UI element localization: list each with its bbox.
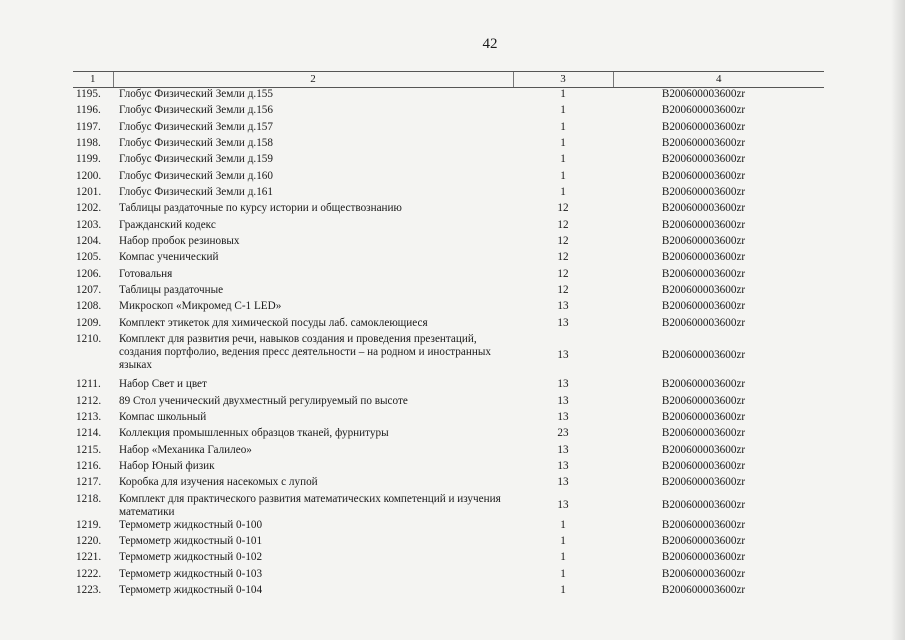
item-quantity: 1 [560,153,566,166]
table-row [73,551,824,567]
item-code: B200600003600zr [661,88,746,100]
column-header-name: 2 [113,72,513,88]
table-row [73,153,824,169]
item-name: Набор Свет и цвет [119,378,207,391]
item-quantity: 13 [557,459,569,472]
row-number: 1201. [76,186,102,199]
row-number: 1197. [76,120,101,133]
table-body [73,88,824,601]
item-name: Глобус Физический Земли д.157 [119,120,273,133]
row-number: 1216. [76,459,102,472]
table-row [73,411,824,427]
item-name: Глобус Физический Земли д.155 [119,88,273,100]
item-code: B200600003600zr [661,300,746,313]
item-quantity: 1 [560,120,566,133]
item-code: B200600003600zr [661,153,746,166]
table-row [73,104,824,120]
item-name: Набор Юный физик [119,459,215,472]
row-number: 1212. [76,394,102,407]
item-name: Глобус Физический Земли д.161 [119,186,273,199]
table-row [73,493,824,519]
row-number: 1223. [76,583,102,596]
item-quantity: 12 [557,267,569,280]
row-number: 1209. [76,316,102,329]
table-row [73,300,824,316]
page-number: 42 [482,36,498,52]
item-name: Термометр жидкостный 0-103 [119,567,263,580]
item-name: Термометр жидкостный 0-101 [119,534,263,547]
item-name: Готовальня [119,267,173,280]
item-quantity: 13 [557,394,569,407]
table-row [73,268,824,284]
item-name: Глобус Физический Земли д.159 [119,153,273,166]
item-code: B200600003600zr [661,534,746,547]
item-code: B200600003600zr [661,583,746,596]
item-name: Термометр жидкостный 0-104 [119,583,263,596]
inventory-table [73,71,824,600]
column-header-number: 1 [73,72,113,88]
item-name: Набор «Механика Галилео» [119,443,252,456]
row-number: 1218. [76,492,102,505]
item-code: B200600003600zr [661,499,746,512]
row-number: 1200. [76,169,102,182]
table-row [73,202,824,218]
row-number: 1220. [76,534,102,547]
item-name: Термометр жидкостный 0-100 [119,518,263,531]
item-quantity: 13 [557,349,569,362]
item-code: B200600003600zr [661,137,746,150]
table-row [73,444,824,460]
table-row [73,186,824,202]
column-header-quantity: 3 [513,72,613,88]
row-number: 1210. [76,333,102,346]
item-code: B200600003600zr [661,284,746,297]
table-row [73,121,824,137]
row-number: 1204. [76,235,102,248]
table-row [73,317,824,333]
item-code: B200600003600zr [661,427,746,440]
item-quantity: 13 [557,378,569,391]
item-code: B200600003600zr [661,551,746,564]
row-number: 1196. [76,104,101,117]
item-code: B200600003600zr [661,104,746,117]
table-row [73,88,824,105]
table-row [73,584,824,600]
row-number: 1222. [76,567,102,580]
item-code: B200600003600zr [661,267,746,280]
item-code: B200600003600zr [661,518,746,531]
item-name: Компас школьный [119,410,207,423]
item-quantity: 1 [560,137,566,150]
item-name: Глобус Физический Земли д.156 [119,104,273,117]
row-number: 1199. [76,153,101,166]
item-quantity: 1 [560,169,566,182]
item-quantity: 13 [557,443,569,456]
row-number: 1214. [76,427,102,440]
item-code: B200600003600zr [661,169,746,182]
item-name: Комплект для развития речи, навыков создания и проведения презентаций, создания портфолио, ведения пресс деятельности – на родном и иностранных языках [119,333,491,372]
table-row [73,395,824,411]
row-number: 1211. [76,378,101,391]
item-code: B200600003600zr [661,235,746,248]
item-code: B200600003600zr [661,202,746,215]
item-quantity: 1 [560,104,566,117]
item-code: B200600003600zr [661,443,746,456]
table-row [73,460,824,476]
row-number: 1203. [76,218,102,231]
item-quantity: 1 [560,88,566,100]
table-row [73,519,824,535]
item-code: B200600003600zr [661,459,746,472]
item-quantity: 12 [557,202,569,215]
item-quantity: 13 [557,410,569,423]
item-code: B200600003600zr [661,316,746,329]
item-quantity: 1 [560,567,566,580]
item-name: Микроскоп «Микромед С-1 LED» [119,300,282,313]
item-name: 89 Стол ученический двухместный регулируемый по высоте [119,394,408,407]
row-number: 1207. [76,284,102,297]
column-header-code: 4 [613,72,824,88]
row-number: 1217. [76,476,102,489]
item-code: B200600003600zr [661,410,746,423]
item-quantity: 23 [557,427,569,440]
item-name: Комплект этикеток для химической посуды лаб. самоклеющиеся [119,316,428,329]
item-name: Компас ученический [119,251,219,264]
table-row [73,251,824,267]
table-row [73,219,824,235]
item-code: B200600003600zr [661,394,746,407]
table-row [73,333,824,378]
item-code: B200600003600zr [661,349,746,362]
item-quantity: 12 [557,235,569,248]
item-quantity: 1 [560,534,566,547]
item-code: B200600003600zr [661,218,746,231]
item-name: Термометр жидкостный 0-102 [119,551,263,564]
row-number: 1206. [76,267,102,280]
row-number: 1208. [76,300,102,313]
table-row [73,235,824,251]
table-row [73,427,824,443]
item-name: Комплект для практического развития математических компетенций и изучения математики [119,492,501,518]
item-quantity: 12 [557,251,569,264]
item-code: B200600003600zr [661,251,746,264]
row-number: 1195. [76,88,101,100]
item-quantity: 13 [557,300,569,313]
table-row [73,476,824,492]
table-header-row [73,72,824,88]
table-row [73,568,824,584]
table-row [73,137,824,153]
item-quantity: 12 [557,218,569,231]
item-code: B200600003600zr [661,120,746,133]
table-row [73,170,824,186]
item-quantity: 12 [557,284,569,297]
row-number: 1202. [76,202,102,215]
item-quantity: 1 [560,551,566,564]
item-name: Коллекция промышленных образцов тканей, фурнитуры [119,427,389,440]
item-name: Гражданский кодекс [119,218,216,231]
row-number: 1221. [76,551,102,564]
table-row [73,535,824,551]
row-number: 1215. [76,443,102,456]
item-code: B200600003600zr [661,476,746,489]
item-quantity: 13 [557,476,569,489]
item-code: B200600003600zr [661,186,746,199]
item-quantity: 1 [560,518,566,531]
item-name: Коробка для изучения насекомых с лупой [119,476,318,489]
item-name: Набор пробок резиновых [119,235,240,248]
scan-edge-shadow [891,0,905,640]
row-number: 1205. [76,251,102,264]
item-code: B200600003600zr [661,567,746,580]
table-row [73,378,824,394]
item-code: B200600003600zr [661,378,746,391]
item-name: Таблицы раздаточные [119,284,224,297]
item-quantity: 13 [557,499,569,512]
row-number: 1219. [76,518,102,531]
item-quantity: 1 [560,186,566,199]
item-quantity: 13 [557,316,569,329]
item-name: Глобус Физический Земли д.160 [119,169,273,182]
row-number: 1198. [76,137,101,150]
item-name: Глобус Физический Земли д.158 [119,137,273,150]
row-number: 1213. [76,410,102,423]
item-name: Таблицы раздаточные по курсу истории и обществознанию [119,202,402,215]
table-row [73,284,824,300]
item-quantity: 1 [560,583,566,596]
